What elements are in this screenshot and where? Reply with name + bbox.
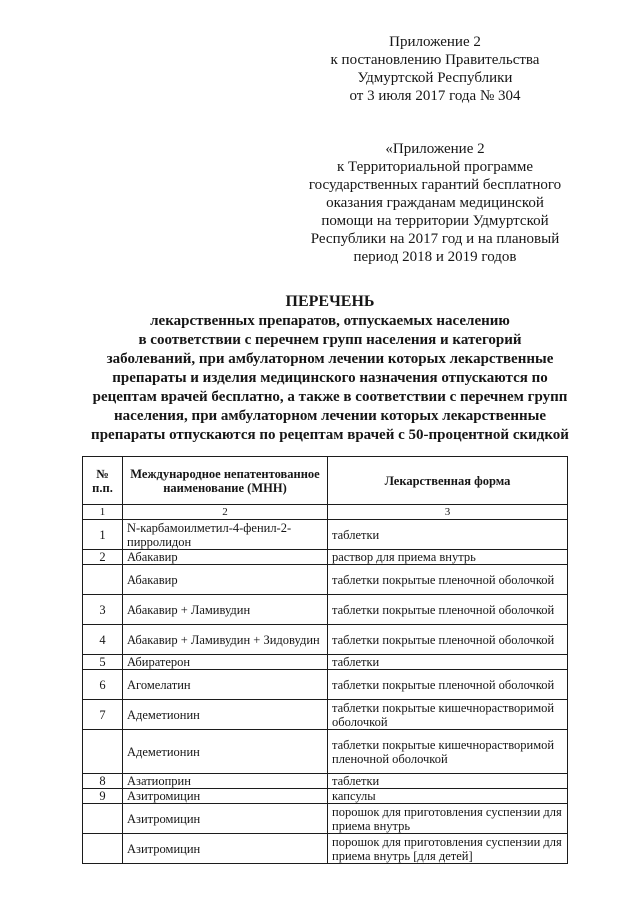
appendix-line: период 2018 и 2019 годов [353,249,517,265]
row-dosage-form: таблетки покрытые пленочной оболочкой [328,595,568,625]
column-index: 2 [123,505,328,520]
row-number [83,834,123,864]
appendix-line: Республики на 2017 год и на плановый [310,231,560,247]
title-line: лекарственных препаратов, отпускаемых населению [150,313,510,329]
appendix-line: к постановлению Правительства [330,52,540,68]
title-line: рецептам врачей бесплатно, а также в соответствии с перечнем групп [92,389,568,405]
appendix-line: помощи на территории Удмуртской [321,213,549,229]
row-dosage-form: порошок для приготовления суспензии для приема внутрь [328,804,568,834]
appendix-line: Приложение 2 [389,34,481,50]
table-row [83,550,568,565]
appendix-header-territorial-program [290,140,580,266]
table-row [83,565,568,595]
row-dosage-form: таблетки [328,655,568,670]
medications-table [82,456,568,864]
table-row [83,520,568,550]
appendix-line: Удмуртской Республики [357,70,513,86]
title-line: заболеваний, при амбулаторном лечении которых лекарственные [106,351,554,367]
table-row [83,670,568,700]
appendix-header-government-decree [300,33,570,105]
row-number [83,804,123,834]
title-line: в соответствии с перечнем групп населения и категорий [138,332,522,348]
table-row [83,789,568,804]
row-inn: Адеметионин [123,700,328,730]
table-row [83,774,568,789]
title-line: препараты и изделия медицинского назначения отпускаются по [112,370,548,386]
row-dosage-form: таблетки покрытые кишечнорастворимой пленочной оболочкой [328,730,568,774]
row-dosage-form: таблетки покрытые пленочной оболочкой [328,565,568,595]
table-row [83,595,568,625]
row-inn: Абакавир + Ламивудин + Зидовудин [123,625,328,655]
row-number: 2 [83,550,123,565]
row-number: 9 [83,789,123,804]
table-row [83,700,568,730]
row-inn: Абакавир [123,550,328,565]
row-inn: Абакавир [123,565,328,595]
table-row [83,730,568,774]
row-inn: N-карбамоилметил-4-фенил-2-пирролидон [123,520,328,550]
row-number: 3 [83,595,123,625]
row-number: 4 [83,625,123,655]
title-heading: ПЕРЕЧЕНЬ [285,293,375,310]
document-title [60,292,600,445]
row-dosage-form: таблетки [328,520,568,550]
table-row [83,655,568,670]
header-number: № п.п. [83,457,123,505]
title-line: населения, при амбулаторном лечении которых лекарственные [113,408,547,424]
row-inn: Азитромицин [123,804,328,834]
column-index: 3 [328,505,568,520]
header-dosage-form: Лекарственная форма [328,457,568,505]
appendix-line: государственных гарантий бесплатного [308,177,562,193]
row-number: 6 [83,670,123,700]
appendix-line: к Территориальной программе [336,159,534,175]
table-row [83,834,568,864]
row-inn: Адеметионин [123,730,328,774]
row-inn: Агомелатин [123,670,328,700]
row-inn: Абакавир + Ламивудин [123,595,328,625]
row-dosage-form: капсулы [328,789,568,804]
table-row [83,625,568,655]
row-number [83,565,123,595]
title-line: препараты отпускаются по рецептам врачей с 50-процентной скидкой [91,427,569,443]
header-inn: Международное непатентованное наименование (МНН) [123,457,328,505]
row-dosage-form: таблетки покрытые пленочной оболочкой [328,670,568,700]
column-index: 1 [83,505,123,520]
column-index-row [83,505,568,520]
row-inn: Азатиоприн [123,774,328,789]
appendix-line: от 3 июля 2017 года № 304 [349,88,521,104]
appendix-line: оказания гражданам медицинской [326,195,544,211]
row-inn: Абиратерон [123,655,328,670]
row-dosage-form: таблетки покрытые кишечнорастворимой оболочкой [328,700,568,730]
row-number: 7 [83,700,123,730]
row-inn: Азитромицин [123,834,328,864]
appendix-line: «Приложение 2 [385,141,485,157]
row-dosage-form: таблетки [328,774,568,789]
row-dosage-form: таблетки покрытые пленочной оболочкой [328,625,568,655]
row-number: 5 [83,655,123,670]
row-number: 1 [83,520,123,550]
row-inn: Азитромицин [123,789,328,804]
row-number [83,730,123,774]
table-header-row [83,457,568,505]
table-row [83,804,568,834]
row-dosage-form: порошок для приготовления суспензии для приема внутрь [для детей] [328,834,568,864]
row-number: 8 [83,774,123,789]
row-dosage-form: раствор для приема внутрь [328,550,568,565]
